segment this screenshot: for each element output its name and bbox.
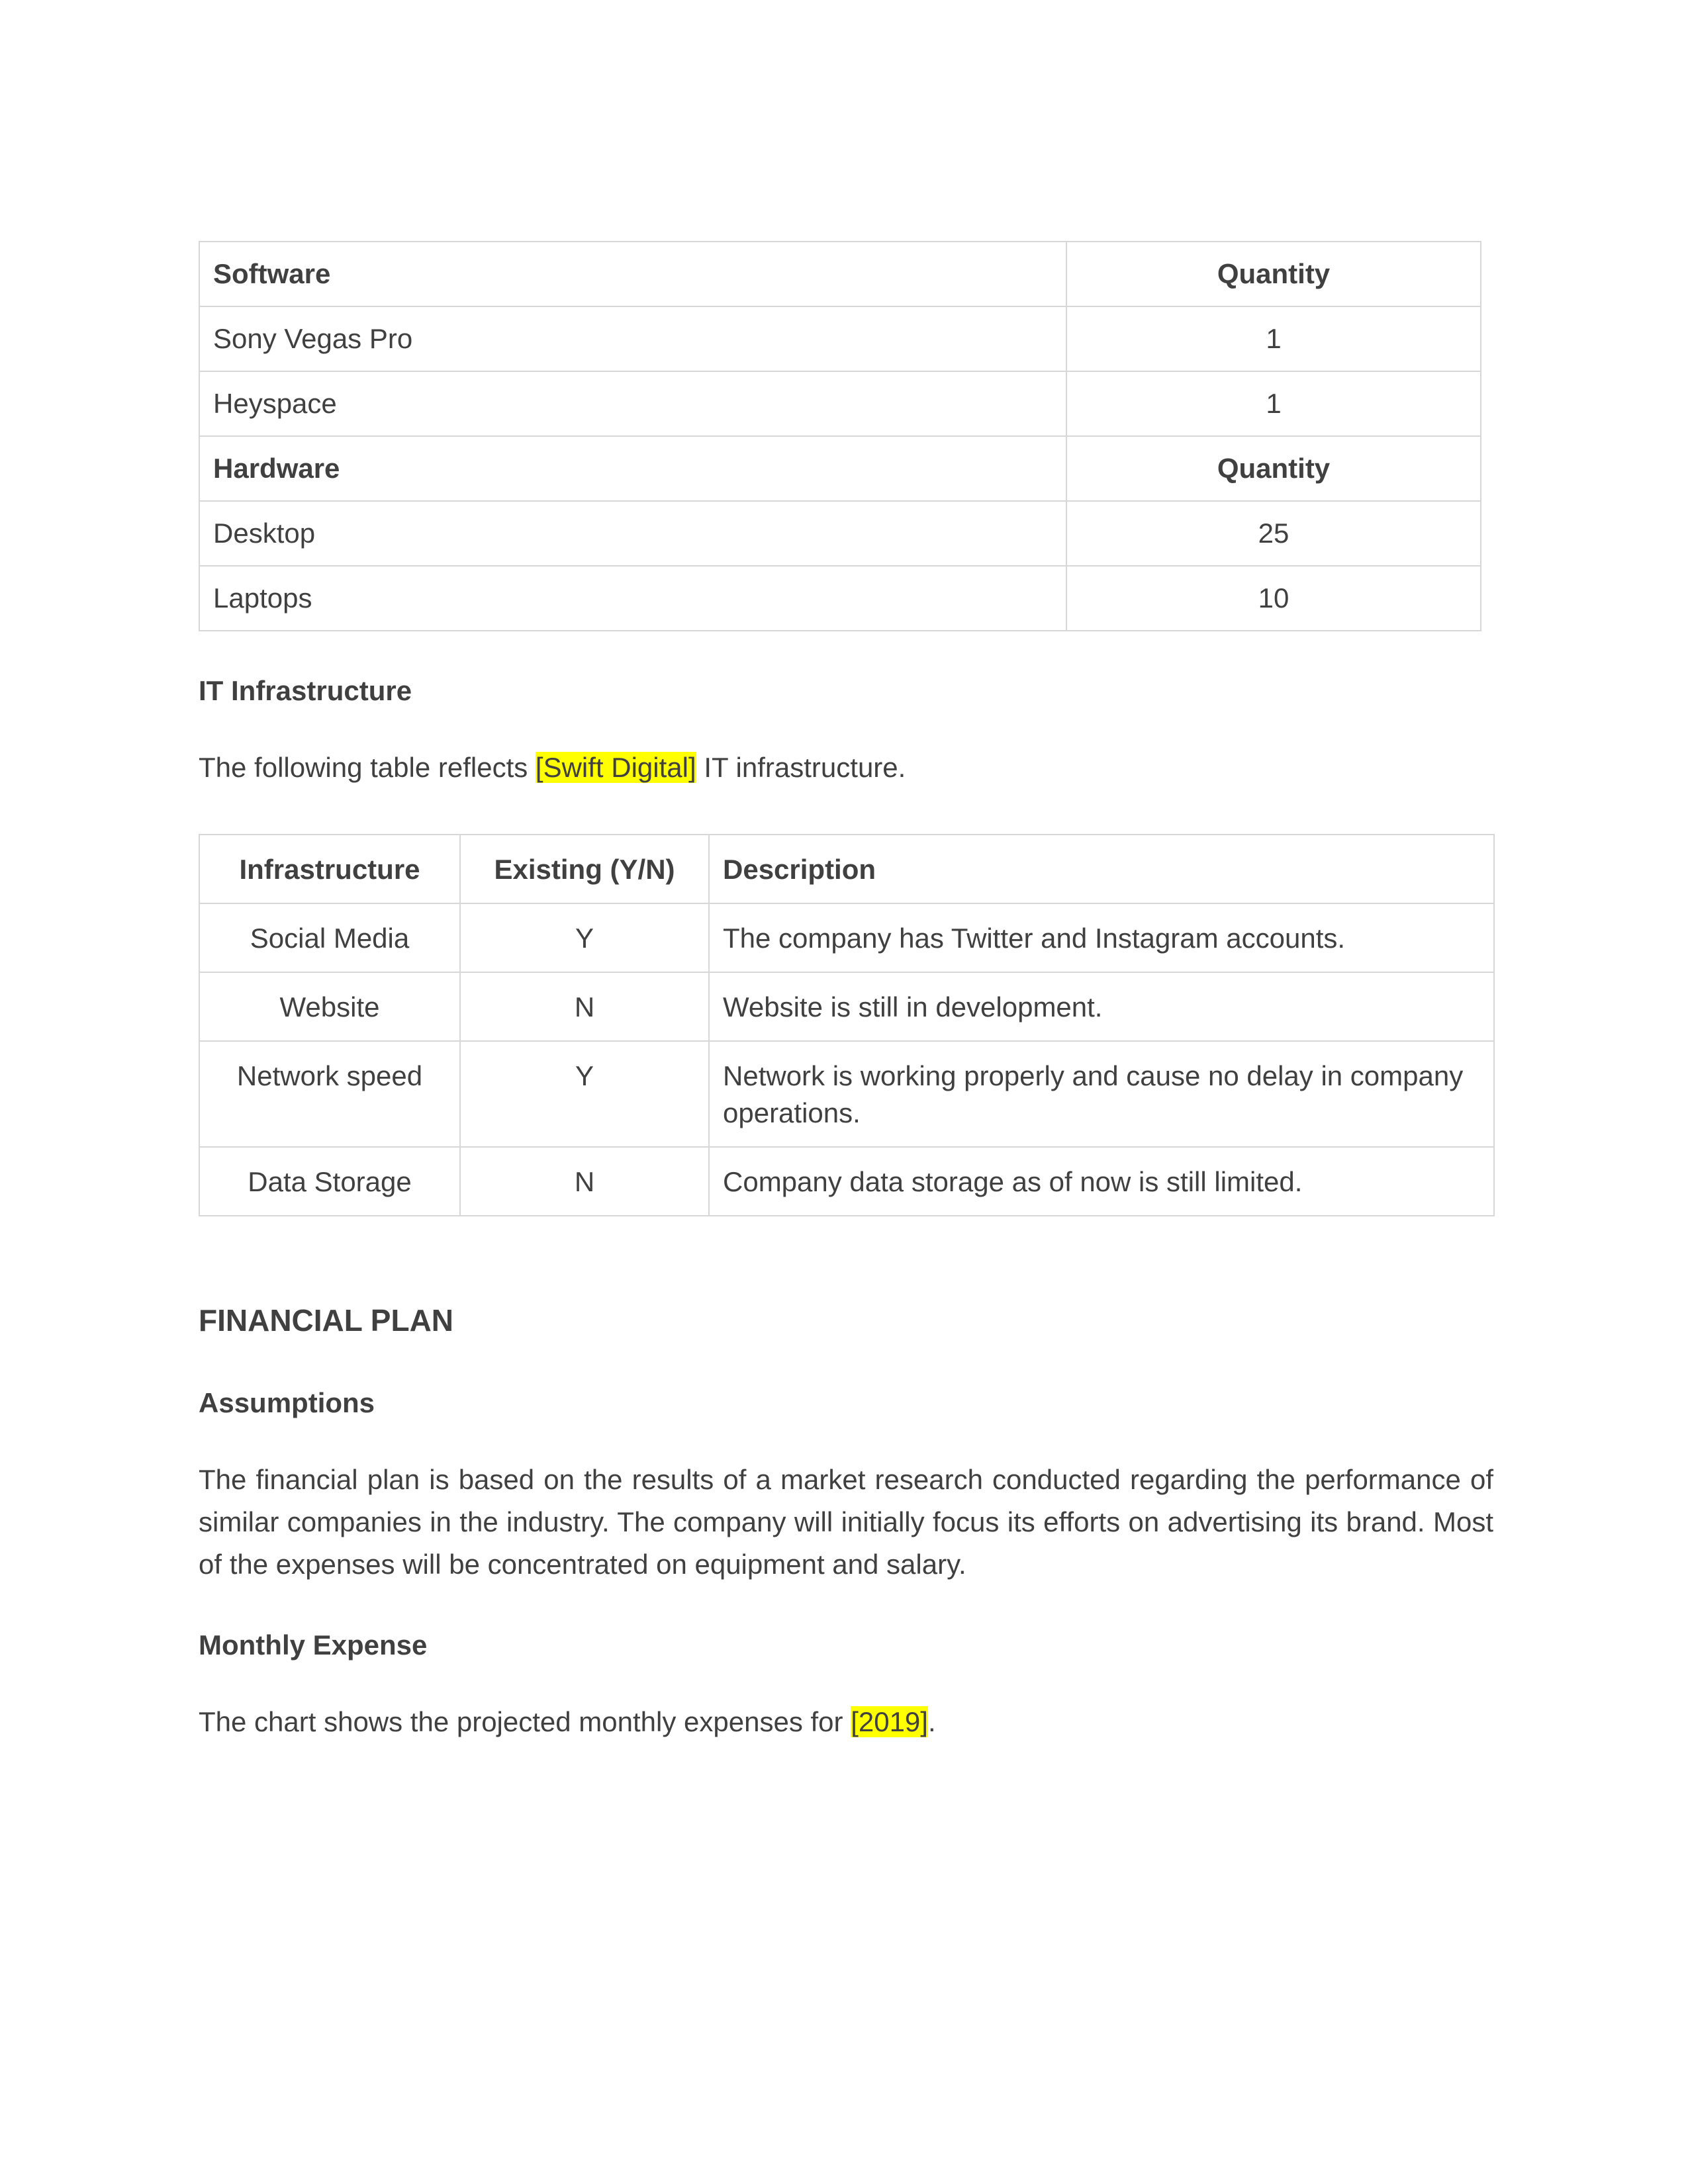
infrastructure-name: Social Media (199, 903, 460, 972)
infrastructure-name: Data Storage (199, 1147, 460, 1216)
existing-value: N (460, 1147, 709, 1216)
infrastructure-name: Network speed (199, 1041, 460, 1147)
assumptions-heading: Assumptions (199, 1387, 375, 1418)
table-row (199, 972, 1494, 1041)
description: The company has Twitter and Instagram accounts. (709, 903, 1494, 972)
software-quantity-header: Quantity (1066, 242, 1481, 306)
column-header: Description (709, 835, 1494, 903)
table-row (199, 242, 1481, 306)
description: Company data storage as of now is still limited. (709, 1147, 1494, 1216)
equipment-table (199, 241, 1481, 631)
monthly-expense-heading: Monthly Expense (199, 1629, 428, 1661)
table-row (199, 501, 1481, 566)
hardware-quantity: 10 (1066, 566, 1481, 631)
document-page (199, 241, 1493, 1743)
table-header-row (199, 835, 1494, 903)
description: Network is working properly and cause no delay in company operations. (709, 1041, 1494, 1147)
column-header: Infrastructure (199, 835, 460, 903)
table-row (199, 371, 1481, 436)
software-quantity: 1 (1066, 306, 1481, 371)
year-highlight: [2019] (851, 1706, 928, 1737)
hardware-name: Desktop (199, 501, 1066, 566)
monthly-expense-paragraph (199, 1701, 1493, 1743)
hardware-header: Hardware (199, 436, 1066, 501)
software-name: Sony Vegas Pro (199, 306, 1066, 371)
existing-value: N (460, 972, 709, 1041)
table-row (199, 436, 1481, 501)
table-row (199, 306, 1481, 371)
software-quantity: 1 (1066, 371, 1481, 436)
table-row (199, 903, 1494, 972)
existing-value: Y (460, 1041, 709, 1147)
monthly-expense-text: The chart shows the projected monthly expenses for (199, 1706, 851, 1737)
monthly-expense-text-end: . (927, 1706, 936, 1737)
it-intro-paragraph (199, 747, 1493, 789)
infrastructure-name: Website (199, 972, 460, 1041)
column-header: Existing (Y/N) (460, 835, 709, 903)
it-infrastructure-heading: IT Infrastructure (199, 675, 412, 706)
assumptions-paragraph: The financial plan is based on the results of a market research conducted regarding the performance of similar companies in the industry. The company will initially focus its efforts on advertising its brand. Most of the expenses will be concentrated on equipment and salary. (199, 1464, 1493, 1580)
table-row (199, 1041, 1494, 1147)
software-header: Software (199, 242, 1066, 306)
hardware-quantity: 25 (1066, 501, 1481, 566)
it-intro-text-end: IT infrastructure. (696, 752, 906, 783)
software-name: Heyspace (199, 371, 1066, 436)
it-intro-text: The following table reflects (199, 752, 536, 783)
description: Website is still in development. (709, 972, 1494, 1041)
company-name-highlight: [Swift Digital] (535, 752, 696, 783)
hardware-quantity-header: Quantity (1066, 436, 1481, 501)
table-row (199, 566, 1481, 631)
financial-plan-title: FINANCIAL PLAN (199, 1303, 454, 1338)
infrastructure-table (199, 834, 1495, 1216)
table-row (199, 1147, 1494, 1216)
hardware-name: Laptops (199, 566, 1066, 631)
existing-value: Y (460, 903, 709, 972)
